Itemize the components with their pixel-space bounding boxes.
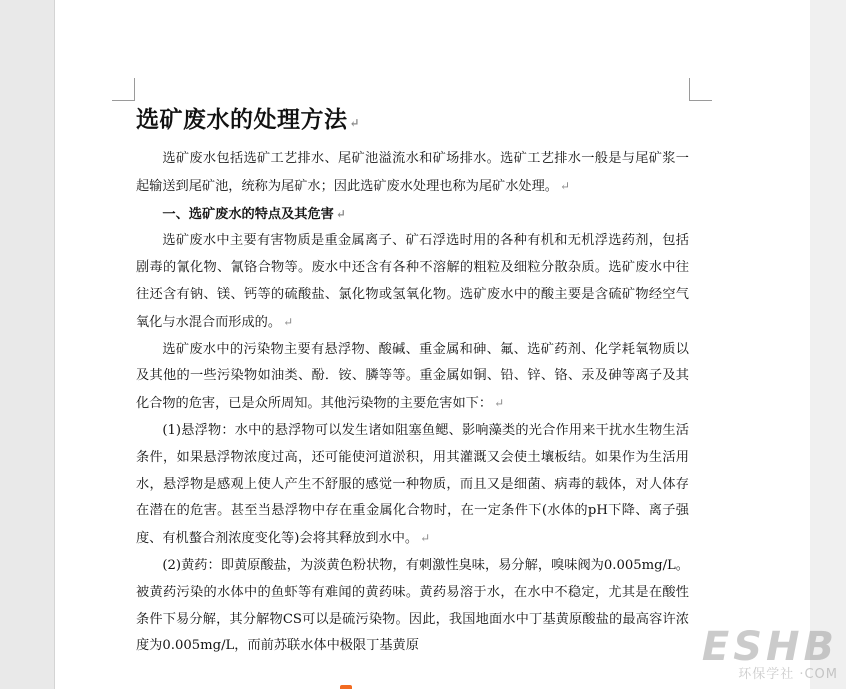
margin-corner-top-right — [689, 78, 712, 101]
document-body[interactable] — [136, 103, 689, 660]
paragraph: 选矿废水包括选矿工艺排水、尾矿池溢流水和矿场排水。选矿工艺排水一般是与尾矿浆一起输送到尾矿池，统称为尾矿水；因此选矿废水处理也称为尾矿水处理。 ↵ — [136, 151, 689, 194]
paragraph-mark: ↵ — [349, 116, 361, 130]
paragraph: (2)黄药：即黄原酸盐，为淡黄色粉状物，有刺激性臭味，易分解，嗅味阀为0.005mg/L。被黄药污染的水体中的鱼虾等有难闻的黄药味。黄药易溶于水，在水中不稳定，尤其是在酸性条件下易分解，其分解物CS可以是硫污染物。因此，我国地面水中丁基黄原酸盐的最高容许浓度为0.005mg/L，而前苏联水体中极限丁基黄原 — [136, 557, 689, 654]
paragraph: 选矿废水中主要有害物质是重金属离子、矿石浮选时用的各种有机和无机浮选药剂，包括剧毒的氰化物、氰铬合物等。废水中还含有各种不溶解的粗粒及细粒分散杂质。选矿废水中往往还含有钠、镁、钙等的硫酸盐、氯化物或氢氧化物。选矿废水中的酸主要是含硫矿物经空气氧化与水混合而形成的。 ↵ — [136, 233, 689, 330]
paragraph: 选矿废水中的污染物主要有悬浮物、酸碱、重金属和砷、氟、选矿药剂、化学耗氧物质以及其他的一些污染物如油类、酚．铵、膦等等。重金属如铜、铅、锌、铬、汞及砷等离子及其化合物的危害，已是众所周知。其他污染物的主要危害如下： ↵ — [136, 341, 689, 412]
watermark-logo: ESHB — [701, 624, 838, 670]
paragraph: (1)悬浮物：水中的悬浮物可以发生诸如阻塞鱼鳃、影响藻类的光合作用来干扰水生物生活条件，如果悬浮物浓度过高，还可能使河道淤积，用其灌溉又会使土壤板结。如果作为生活用水，悬浮物是感观上使人产生不舒服的感觉一种物质，而且又是细菌、病毒的载体，对人体存在潜在的危害。甚至当悬浮物中存在重金属化合物时，在一定条件下(水体的pH下降、离子强度、有机螯合剂浓度变化等)会将其释放到水中。 ↵ — [136, 422, 689, 547]
margin-corner-top-left — [112, 78, 135, 101]
right-scroll-area[interactable] — [810, 0, 846, 689]
taskbar-indicator — [340, 685, 352, 689]
paragraph-mark: ↵ — [560, 178, 571, 193]
watermark-text: 环保学社 ·COM — [738, 667, 838, 682]
paragraph-mark: ↵ — [283, 314, 294, 329]
section-heading: 一、选矿废水的特点及其危害 ↵ — [162, 206, 346, 222]
document-title: 选矿废水的处理方法 ↵ — [136, 106, 361, 133]
site-watermark — [701, 624, 838, 683]
paragraph-mark: ↵ — [420, 531, 431, 546]
paragraph-mark: ↵ — [494, 396, 505, 411]
paragraph-mark: ↵ — [335, 206, 346, 221]
